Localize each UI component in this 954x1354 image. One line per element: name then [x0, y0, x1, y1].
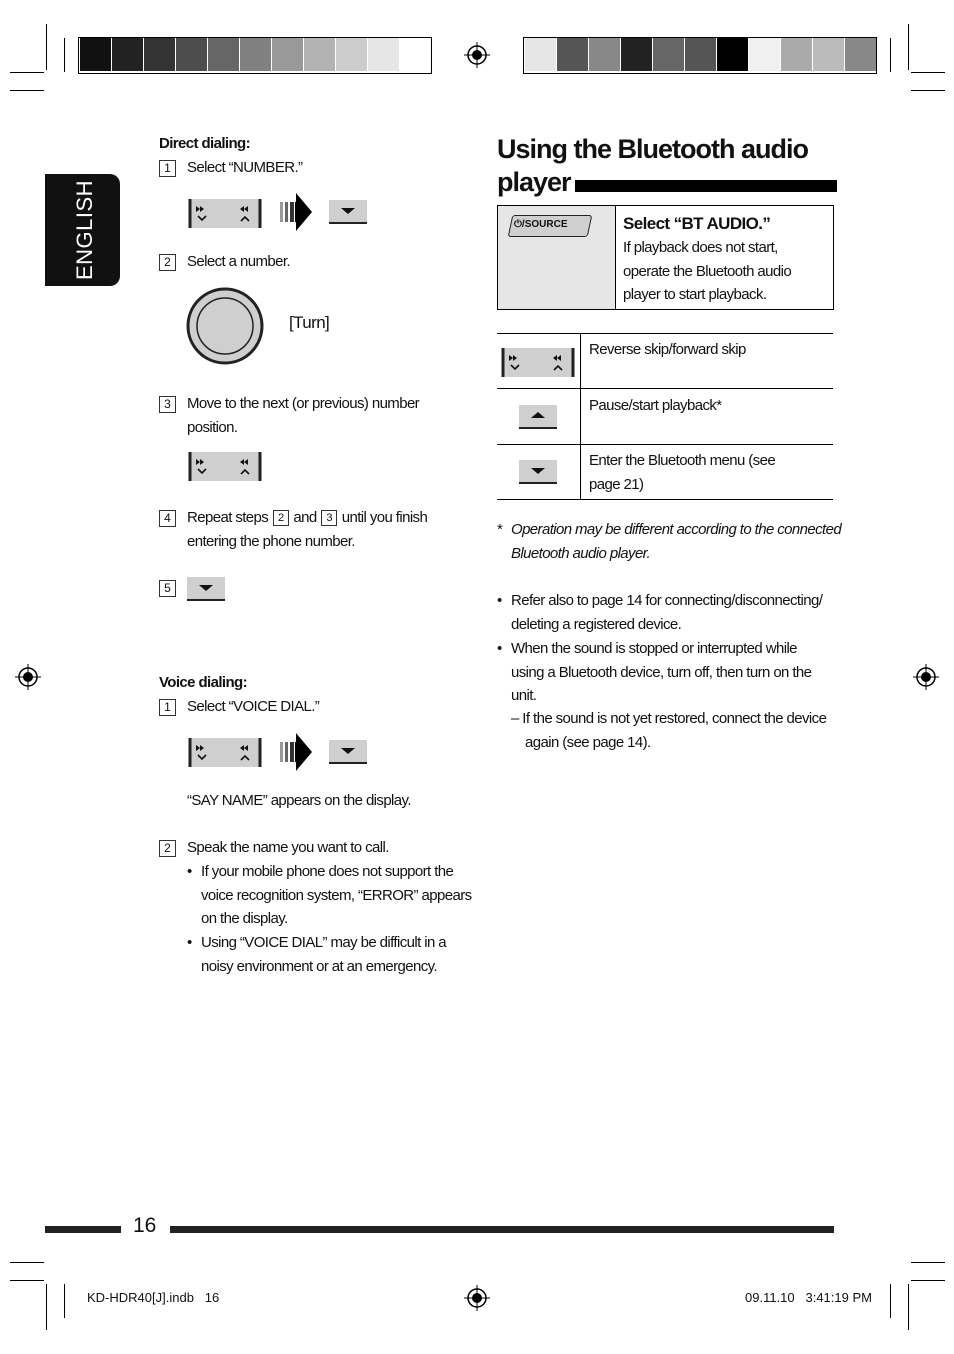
- turn-label: [Turn]: [289, 313, 330, 332]
- step-text: Speak the name you want to call.: [187, 839, 389, 856]
- skip-buttons-icon: [188, 197, 262, 230]
- bullet-text: noisy environment or at an emergency.: [201, 957, 437, 975]
- step-ref-box: 3: [321, 510, 337, 526]
- control-dial-icon: [186, 287, 264, 365]
- step4-and: and: [293, 509, 317, 526]
- sub-bullet-text: – If the sound is not yet restored, connect the device: [511, 710, 827, 727]
- table-row-text: Pause/start playback*: [589, 397, 722, 414]
- footer-file-info: KD-HDR40[J].indb 16: [87, 1290, 220, 1305]
- registration-mark-icon: [15, 664, 41, 690]
- step-text: Select a number.: [187, 253, 290, 270]
- color-swatch: [80, 38, 111, 71]
- step-text: Select “NUMBER.”: [187, 159, 303, 176]
- step-text: entering the phone number.: [187, 533, 355, 550]
- color-swatch: [749, 38, 780, 71]
- bullet-text: If your mobile phone does not support the: [201, 863, 454, 880]
- power-icon: ⏻: [514, 219, 522, 230]
- up-button-icon: [519, 405, 557, 429]
- footer-bar-left: [45, 1226, 121, 1233]
- skip-buttons-icon: [188, 450, 262, 483]
- say-name-text: “SAY NAME” appears on the display.: [187, 792, 411, 809]
- registration-mark-icon: [464, 1285, 490, 1311]
- note-text: Bluetooth audio player.: [511, 544, 651, 562]
- table-row-text: page 21): [589, 475, 644, 493]
- bullet-dot: •: [187, 934, 192, 951]
- color-swatch: [144, 38, 175, 71]
- step-number: 4: [159, 510, 176, 527]
- table-line: [497, 499, 833, 500]
- skip-buttons-icon: [188, 736, 262, 769]
- skip-buttons-icon: [501, 346, 575, 379]
- arrow-right-icon: [280, 733, 312, 771]
- step-text: Select “VOICE DIAL.”: [187, 698, 320, 715]
- bullet-dot: •: [497, 592, 502, 609]
- color-swatch: [208, 38, 239, 71]
- color-swatch: [272, 38, 303, 71]
- bullet-text: using a Bluetooth device, turn off, then turn on the: [511, 663, 812, 681]
- color-swatch: [400, 38, 431, 71]
- step-text: position.: [187, 418, 238, 436]
- color-swatch: [845, 38, 876, 71]
- arrow-right-icon: [280, 193, 312, 231]
- bullet-text: voice recognition system, “ERROR” appears: [201, 886, 472, 904]
- color-swatch: [557, 38, 588, 71]
- page-number: 16: [133, 1214, 157, 1237]
- heading-rule: [575, 180, 837, 192]
- color-swatch: [240, 38, 271, 71]
- step4-text-b: until you finish: [341, 509, 428, 526]
- bullet-text: deleting a registered device.: [511, 615, 682, 633]
- select-bt-title: Select “BT AUDIO.”: [623, 214, 771, 233]
- footer-date-info: 09.11.10 3:41:19 PM: [745, 1290, 872, 1305]
- color-swatch: [176, 38, 207, 71]
- down-button-icon: [519, 460, 557, 484]
- step-ref-box: 2: [273, 510, 289, 526]
- section-heading: [497, 133, 837, 199]
- color-swatch: [813, 38, 844, 71]
- bullet-dot: •: [497, 640, 502, 657]
- select-bt-text: player to start playback.: [623, 286, 767, 303]
- color-swatch: [685, 38, 716, 71]
- source-label-text: /SOURCE: [521, 219, 568, 230]
- bt-audio-box: [497, 205, 834, 310]
- source-button-label: [514, 217, 567, 233]
- note-star: *: [497, 521, 503, 538]
- bullet-dot: •: [187, 863, 192, 880]
- table-row-text: Reverse skip/forward skip: [589, 341, 746, 358]
- table-line: [497, 444, 833, 445]
- step-text: [187, 506, 427, 530]
- step-number: 2: [159, 840, 176, 857]
- step4-text-a: Repeat steps: [187, 509, 269, 526]
- heading-line-1: Using the Bluetooth audio: [497, 134, 808, 164]
- direct-dialing-title: Direct dialing:: [159, 135, 251, 152]
- color-swatch: [589, 38, 620, 71]
- step-number: 2: [159, 254, 176, 271]
- select-bt-text: If playback does not start,: [623, 239, 778, 256]
- down-button-icon: [187, 577, 225, 601]
- table-line: [497, 388, 833, 389]
- down-button-icon: [329, 200, 367, 224]
- color-swatch: [653, 38, 684, 71]
- color-swatch: [112, 38, 143, 71]
- select-bt-text: operate the Bluetooth audio: [623, 262, 792, 280]
- bullet-text: Using “VOICE DIAL” may be difficult in a: [201, 934, 446, 951]
- step-number: 1: [159, 699, 176, 716]
- step-number: 1: [159, 160, 176, 177]
- step-text: Move to the next (or previous) number: [187, 395, 420, 412]
- step-number: 3: [159, 396, 176, 413]
- color-swatch: [525, 38, 556, 71]
- color-swatch: [717, 38, 748, 71]
- bullet-text: unit.: [511, 687, 537, 704]
- sub-bullet-text: again (see page 14).: [525, 733, 651, 751]
- bullet-text: on the display.: [201, 910, 288, 927]
- color-swatch: [336, 38, 367, 71]
- registration-mark-icon: [464, 42, 490, 68]
- voice-dialing-title: Voice dialing:: [159, 674, 248, 691]
- color-swatch: [368, 38, 399, 71]
- color-swatch: [781, 38, 812, 71]
- down-button-icon: [329, 740, 367, 764]
- color-swatch: [621, 38, 652, 71]
- registration-mark-icon: [913, 664, 939, 690]
- table-line: [497, 333, 833, 334]
- language-tab: [45, 174, 120, 286]
- bullet-text: When the sound is stopped or interrupted while: [511, 640, 797, 657]
- bullet-text: Refer also to page 14 for connecting/disconnecting/: [511, 592, 823, 609]
- language-label: ENGLISH: [72, 179, 97, 281]
- note-text: Operation may be different according to the connected: [511, 521, 842, 538]
- step-number: 5: [159, 580, 176, 597]
- table-row-text: Enter the Bluetooth menu (see: [589, 452, 776, 469]
- color-swatch: [304, 38, 335, 71]
- heading-line-2: player: [497, 167, 571, 197]
- footer-bar-right: [170, 1226, 834, 1233]
- table-divider: [580, 333, 581, 499]
